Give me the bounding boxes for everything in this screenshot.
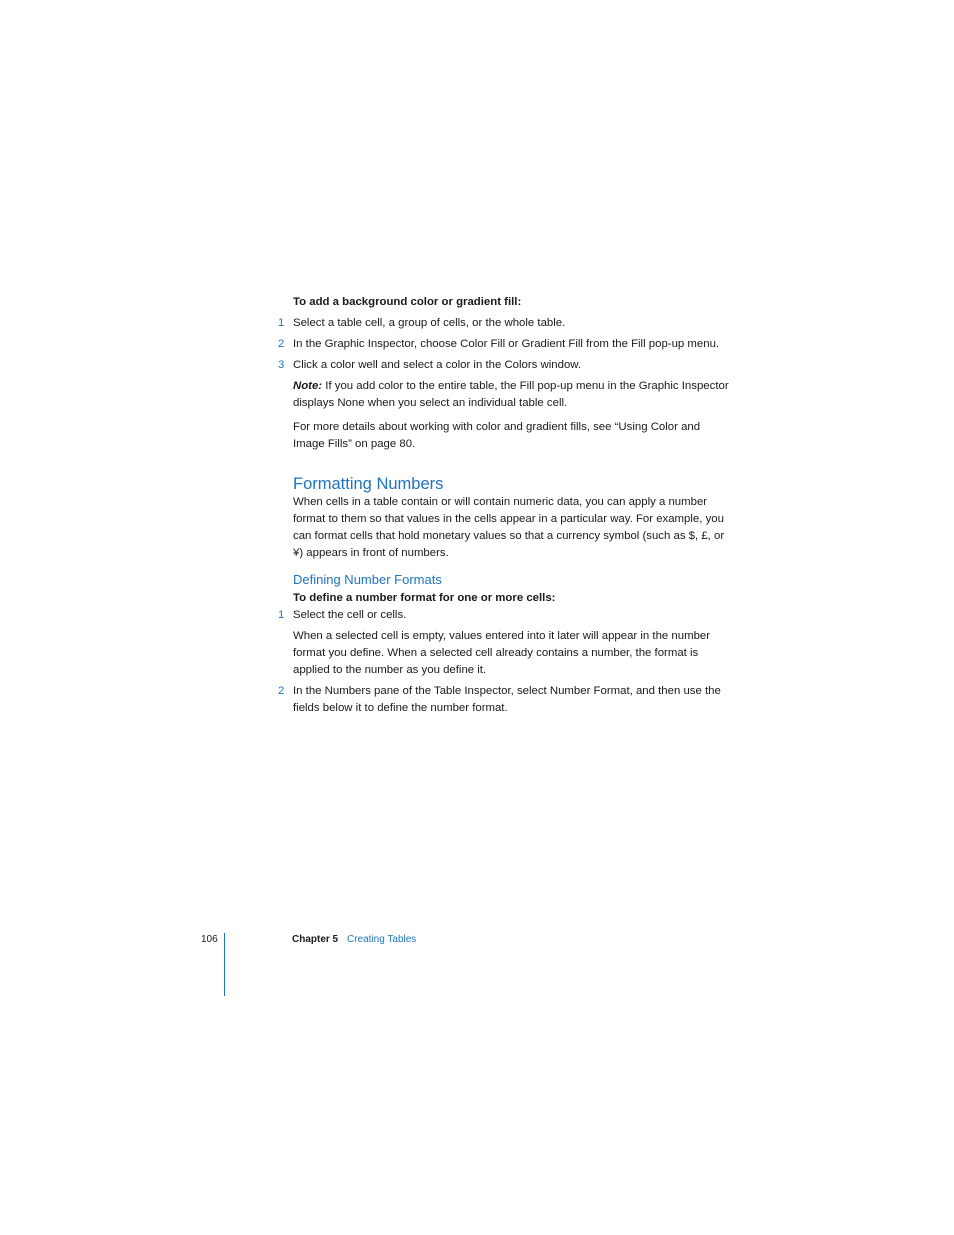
note-text: If you add color to the entire table, the Fill pop-up menu in the Graphic Inspector displays None when you select an individual table cell. — [293, 380, 729, 409]
formatting-intro-paragraph: When cells in a table contain or will contain numeric data, you can apply a number format to them so that values in the cells appear in a particular way. For example, you can format cells that hold monetary values so that a currency symbol (such as $, £, or ¥) appears in front of numbers. — [293, 496, 725, 559]
define-step-2 — [278, 683, 733, 717]
subsection-title-defining-number-formats: Defining Number Formats — [293, 572, 442, 587]
chapter-title: Creating Tables — [347, 934, 417, 945]
step-number: 3 — [278, 359, 285, 371]
task-heading-define-format: To define a number format for one or more cells: — [293, 592, 556, 604]
step-number: 2 — [278, 685, 285, 697]
chapter-label: Chapter 5 — [292, 934, 339, 945]
step-number: 1 — [278, 609, 285, 621]
note-label: Note: — [293, 380, 323, 392]
page-content — [278, 294, 733, 717]
define-step-1-detail: When a selected cell is empty, values entered into it later will appear in the number format you define. When a selected cell already contains a number, the format is applied to the number as you define it. — [293, 630, 711, 676]
step-2 — [278, 336, 733, 353]
more-details-paragraph: For more details about working with color and gradient fills, see “Using Color and Image Fills” on page 80. — [293, 421, 701, 450]
note-paragraph — [293, 378, 733, 412]
step-text: Select the cell or cells. — [293, 609, 407, 621]
step-number: 2 — [278, 338, 285, 350]
step-text: In the Numbers pane of the Table Inspector, select Number Format, and then use the fields below it to define the number format. — [293, 685, 721, 714]
step-text: In the Graphic Inspector, choose Color Fill or Gradient Fill from the Fill pop-up menu. — [293, 338, 720, 350]
footer-divider — [224, 933, 225, 996]
step-text: Select a table cell, a group of cells, or the whole table. — [293, 317, 566, 329]
step-text: Click a color well and select a color in the Colors window. — [293, 359, 582, 371]
section-title-formatting-numbers: Formatting Numbers — [293, 475, 444, 493]
step-number: 1 — [278, 317, 285, 329]
task-heading-background: To add a background color or gradient fill: — [293, 296, 522, 308]
step-1 — [278, 315, 733, 332]
page-number: 106 — [201, 934, 218, 945]
step-3 — [278, 357, 733, 374]
define-step-1 — [278, 607, 733, 624]
